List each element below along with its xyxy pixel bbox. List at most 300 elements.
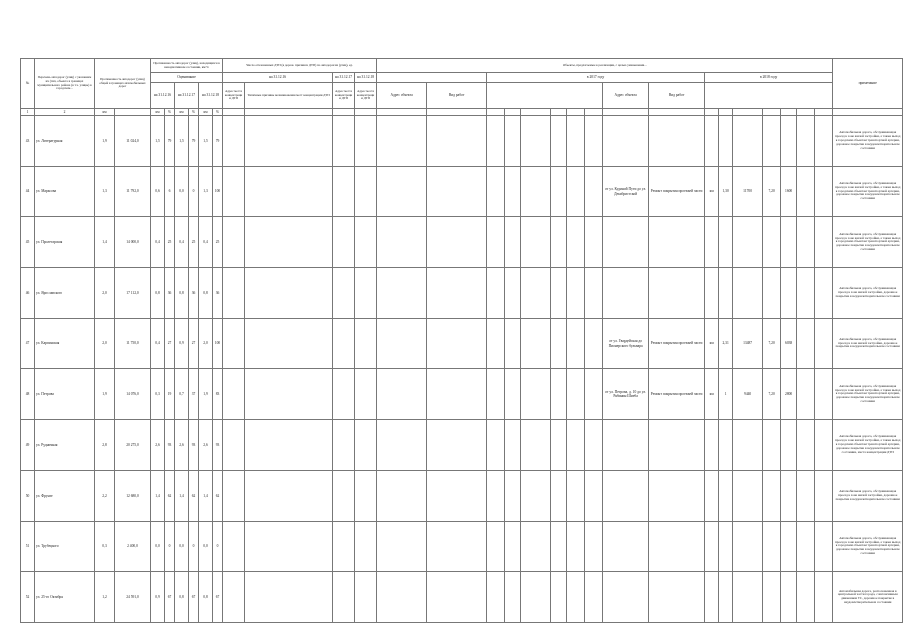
obj-2018-unit: км [705, 166, 719, 217]
bad-pct-2018: 67 [213, 572, 223, 623]
bad-pct-2017: 67 [189, 572, 199, 623]
road-area: 17 112,0 [115, 268, 151, 319]
bad-km-2017: 2,6 [175, 420, 189, 471]
obj-2018-address [603, 470, 649, 521]
obj-2018-extra-2 [815, 116, 833, 167]
obj-2017-works [427, 318, 487, 369]
obj-2018-length [719, 116, 733, 167]
obj-2018-unit [705, 521, 719, 572]
col-header-dtp-date-3: на 31.12.18 [355, 73, 377, 83]
obj-2017-len [505, 470, 521, 521]
obj-2018-extra-1 [797, 116, 815, 167]
index-cell: % [165, 109, 175, 116]
bad-pct-2018: 83 [213, 369, 223, 420]
bad-pct-2017: 79 [189, 116, 199, 167]
obj-2018-extra-1 [797, 420, 815, 471]
bad-pct-2017: 37 [189, 369, 199, 420]
dtp-reasons [245, 166, 333, 217]
obj-2018-address: от ул. Гвардейская до Пионерского бульвара [603, 318, 649, 369]
road-area: 11 024,0 [115, 116, 151, 167]
index-cell: 1 [21, 109, 35, 116]
road-name: ул. Марксова [35, 166, 95, 217]
obj-2017-len [505, 521, 521, 572]
obj-2018-extra-2 [815, 166, 833, 217]
dtp-conc-addr-2 [333, 318, 355, 369]
obj-2018-cost: 7,20 [763, 166, 781, 217]
index-cell [487, 109, 505, 116]
table-row [21, 318, 903, 369]
road-length: 2,8 [95, 420, 115, 471]
obj-2018-area [733, 572, 763, 623]
road-length: 1,4 [95, 217, 115, 268]
obj-2017-address [377, 166, 427, 217]
road-length: 1,3 [95, 166, 115, 217]
index-cell [763, 109, 781, 116]
dtp-conc-addr [223, 116, 245, 167]
obj-2018-length [719, 268, 733, 319]
obj-2018-unit: км [705, 369, 719, 420]
index-cell: км [199, 109, 213, 116]
dtp-reasons [245, 572, 333, 623]
bad-km-2018: 0,8 [199, 268, 213, 319]
obj-2017-area [521, 268, 551, 319]
obj-2018-address [603, 268, 649, 319]
road-name: ул. Фрунзе [35, 470, 95, 521]
bad-km-2018: 0,4 [199, 217, 213, 268]
obj-2018-sum: 1600 [781, 166, 797, 217]
row-number: 44 [21, 166, 35, 217]
road-name: ул. 25-го Октября [35, 572, 95, 623]
dtp-reasons [245, 318, 333, 369]
col-header-length: Протяженность автодорог (улиц) общей в границах автомобильных дорог [95, 59, 151, 109]
obj-2018-works: Ремонт покрытия проезжей части [649, 166, 705, 217]
bad-pct-2016: 25 [165, 217, 175, 268]
obj-2017-len [505, 166, 521, 217]
bad-km-2018: 1,3 [199, 166, 213, 217]
row-note: Автомобильная дорога, обслуживающая проезд к зоне жилой застройки, а также выход к городским объектам транспортной артерии, дорожное покрытие в неудовлетворительном состоянии, места концентрации ДТП [833, 420, 903, 471]
obj-2018-length: 1 [719, 369, 733, 420]
obj-2017-len [505, 268, 521, 319]
obj-2018-length: 1,30 [719, 166, 733, 217]
dtp-conc-addr [223, 268, 245, 319]
dtp-conc-addr-3 [355, 217, 377, 268]
obj-2017-area [521, 217, 551, 268]
obj-2018-address [603, 116, 649, 167]
obj-2018-extra-2 [815, 470, 833, 521]
obj-2017-works [427, 420, 487, 471]
dtp-conc-addr-2 [333, 166, 355, 217]
road-name: ул. Литературная [35, 116, 95, 167]
dtp-conc-addr [223, 318, 245, 369]
row-number: 43 [21, 116, 35, 167]
obj-2017-len [505, 572, 521, 623]
obj-2018-works [649, 521, 705, 572]
col-header-conc-addr-2: Адрес места концентрации ДТП [333, 83, 355, 109]
dtp-reasons [245, 470, 333, 521]
bad-km-2017: 0,9 [175, 318, 189, 369]
bad-pct-2016: 62 [165, 470, 175, 521]
obj-2017-cost [551, 318, 567, 369]
index-cell [603, 109, 649, 116]
bad-km-2017: 0,0 [175, 166, 189, 217]
obj-2017-len [505, 369, 521, 420]
col-header-date-3: на 31.12.18 [199, 83, 223, 109]
obj-2017-address [377, 572, 427, 623]
obj-2018-cost [763, 470, 781, 521]
bad-km-2016: 0,0 [151, 521, 165, 572]
obj-2018-works: Ремонт покрытия проезжей части [649, 318, 705, 369]
road-length: 2,2 [95, 470, 115, 521]
row-note: Автомобильная дорога, обслуживающая проезд к зоне жилой застройки, а также выход к городским объектам транспортной артерии, дорожное покрытие в неудовлетворительном состоянии [833, 521, 903, 572]
bad-pct-2016: 36 [165, 268, 175, 319]
row-note: Автомобильная дорога, обслуживающая проезд к зоне жилой застройки, а также выход к городским объектам транспортной артерии, дорожное покрытие в неудовлетворительном состоянии [833, 369, 903, 420]
bad-pct-2016: 27 [165, 318, 175, 369]
obj-2017-extra [585, 572, 603, 623]
obj-2018-works [649, 217, 705, 268]
road-length: 2,0 [95, 318, 115, 369]
bad-pct-2017: 27 [189, 318, 199, 369]
obj-2018-unit [705, 470, 719, 521]
dtp-conc-addr-2 [333, 369, 355, 420]
table-row [21, 116, 903, 167]
obj-2018-works [649, 572, 705, 623]
obj-2018-sum [781, 521, 797, 572]
index-cell [427, 109, 487, 116]
bad-km-2018: 0,0 [199, 521, 213, 572]
road-condition-table [20, 58, 903, 623]
col-header-no: № [21, 59, 35, 109]
bad-km-2016: 0,6 [151, 166, 165, 217]
bad-km-2016: 0,3 [151, 369, 165, 420]
obj-2018-extra-2 [815, 217, 833, 268]
col-header-date-1: на 31.12.16 [151, 83, 175, 109]
col-header-note: примечание [833, 59, 903, 109]
dtp-conc-addr-3 [355, 318, 377, 369]
dtp-conc-addr-3 [355, 268, 377, 319]
index-cell: 2 [35, 109, 95, 116]
obj-2018-works [649, 470, 705, 521]
bad-km-2018: 1,9 [199, 369, 213, 420]
table-row [21, 369, 903, 420]
obj-2017-area [521, 521, 551, 572]
obj-2017-area [521, 572, 551, 623]
dtp-conc-addr [223, 369, 245, 420]
bad-km-2017: 1,4 [175, 470, 189, 521]
obj-2018-unit [705, 268, 719, 319]
bad-pct-2016: 79 [165, 116, 175, 167]
bad-pct-2017: 25 [189, 217, 199, 268]
obj-2017-year [567, 166, 585, 217]
road-area: 11 750,0 [115, 318, 151, 369]
index-cell [377, 109, 427, 116]
obj-2017-works [427, 521, 487, 572]
obj-2018-unit [705, 116, 719, 167]
obj-2017-extra [585, 369, 603, 420]
dtp-reasons [245, 420, 333, 471]
index-cell [333, 109, 355, 116]
road-area: 12 680,0 [115, 470, 151, 521]
index-cell [719, 109, 733, 116]
obj-2017-extra [585, 116, 603, 167]
index-cell [705, 109, 719, 116]
index-cell [551, 109, 567, 116]
road-area: 14 076,0 [115, 369, 151, 420]
road-area: 14 000,0 [115, 217, 151, 268]
bad-pct-2016: 67 [165, 572, 175, 623]
obj-2017-year [567, 217, 585, 268]
index-cell: км [151, 109, 165, 116]
col-header-date-2: на 31.12.17 [175, 83, 199, 109]
dtp-conc-addr [223, 166, 245, 217]
row-note: Автомобильная дорога, расположенная в центральной части города, с интенсивным движением ТС, дорожное покрытие в неудовлетворительном состоянии [833, 572, 903, 623]
road-name: ул. Трубецкого [35, 521, 95, 572]
bad-pct-2017: 0 [189, 166, 199, 217]
bad-km-2018: 0,8 [199, 572, 213, 623]
dtp-reasons [245, 116, 333, 167]
obj-2018-extra-2 [815, 318, 833, 369]
bad-km-2016: 0,4 [151, 318, 165, 369]
obj-2018-area [733, 420, 763, 471]
dtp-reasons [245, 521, 333, 572]
dtp-conc-addr-2 [333, 268, 355, 319]
obj-2018-extra-1 [797, 572, 815, 623]
road-length: 1,9 [95, 369, 115, 420]
obj-2018-length [719, 217, 733, 268]
obj-2018-sum [781, 116, 797, 167]
bad-km-2017: 1,5 [175, 116, 189, 167]
obj-2018-area [733, 268, 763, 319]
obj-2017-address [377, 369, 427, 420]
obj-2017-year [567, 369, 585, 420]
obj-2017-cost [551, 470, 567, 521]
row-number: 49 [21, 420, 35, 471]
row-note: Автомобильная дорога, обслуживающая проезд к зоне жилой застройки, а также выход к городским объектам транспортной артерии, дорожное покрытие в неудовлетворительном состоянии [833, 217, 903, 268]
obj-2018-cost: 7,20 [763, 369, 781, 420]
col-header-year-2017: в 2017 году [487, 73, 705, 83]
index-cell: км [95, 109, 115, 116]
obj-2018-cost [763, 116, 781, 167]
dtp-conc-addr-3 [355, 166, 377, 217]
bad-km-2017: 0,8 [175, 268, 189, 319]
obj-2017-works [427, 217, 487, 268]
obj-2018-area: 13487 [733, 318, 763, 369]
obj-2018-works [649, 420, 705, 471]
bad-km-2017: 0,0 [175, 521, 189, 572]
dtp-conc-addr-2 [333, 470, 355, 521]
dtp-conc-addr-2 [333, 420, 355, 471]
bad-km-2017: 0,4 [175, 217, 189, 268]
dtp-conc-addr-2 [333, 572, 355, 623]
index-cell [585, 109, 603, 116]
obj-2018-extra-1 [797, 268, 815, 319]
road-name: ул. Пролетарская [35, 217, 95, 268]
obj-2018-sum [781, 420, 797, 471]
obj-2017-extra [585, 318, 603, 369]
obj-2017-cost [551, 420, 567, 471]
road-length: 1,9 [95, 116, 115, 167]
obj-2017-year [567, 116, 585, 167]
obj-2018-sum: 2800 [781, 369, 797, 420]
bad-km-2016: 1,5 [151, 116, 165, 167]
obj-2018-works: Ремонт покрытия проезжей части [649, 369, 705, 420]
obj-2017-area [521, 116, 551, 167]
obj-2018-area [733, 116, 763, 167]
bad-km-2017: 0,7 [175, 369, 189, 420]
obj-2017-len [505, 116, 521, 167]
road-length: 0,3 [95, 521, 115, 572]
index-cell [355, 109, 377, 116]
bad-km-2016: 0,4 [151, 217, 165, 268]
obj-2017-works [427, 369, 487, 420]
row-note: Автомобильная дорога, обслуживающая проезд к зоне жилой застройки, дорожное покрытие в неудовлетворительном состоянии [833, 268, 903, 319]
dtp-conc-addr [223, 420, 245, 471]
obj-2018-extra-2 [815, 420, 833, 471]
obj-2017-address [377, 420, 427, 471]
obj-2018-area [733, 521, 763, 572]
obj-2018-cost [763, 268, 781, 319]
obj-2018-cost [763, 217, 781, 268]
dtp-conc-addr [223, 521, 245, 572]
dtp-reasons [245, 217, 333, 268]
obj-2017-qty [487, 217, 505, 268]
bad-km-2016: 1,4 [151, 470, 165, 521]
road-area: 11 792,0 [115, 166, 151, 217]
road-area: 2 400,0 [115, 521, 151, 572]
index-cell [223, 109, 245, 116]
col-header-dtp-date-1: на 31.12.16 [223, 73, 333, 83]
obj-2018-area: 11700 [733, 166, 763, 217]
col-header-works: Вид работ [427, 83, 487, 109]
obj-2017-address [377, 217, 427, 268]
col-header-dtp-date-2: на 31.12.17 [333, 73, 355, 83]
obj-2017-cost [551, 116, 567, 167]
obj-2017-address [377, 318, 427, 369]
dtp-conc-addr-3 [355, 521, 377, 572]
obj-2018-length [719, 572, 733, 623]
dtp-conc-addr-3 [355, 420, 377, 471]
obj-2017-year [567, 470, 585, 521]
obj-2017-year [567, 268, 585, 319]
bad-pct-2018: 100 [213, 318, 223, 369]
bad-km-2016: 0,9 [151, 572, 165, 623]
obj-2017-qty [487, 420, 505, 471]
obj-2018-sum [781, 572, 797, 623]
index-cell [505, 109, 521, 116]
obj-2018-extra-1 [797, 369, 815, 420]
road-length: 1,2 [95, 572, 115, 623]
obj-2017-works [427, 470, 487, 521]
index-cell [521, 109, 551, 116]
row-number: 45 [21, 217, 35, 268]
obj-2017-extra [585, 268, 603, 319]
dtp-conc-addr-3 [355, 470, 377, 521]
table-row [21, 521, 903, 572]
row-note: Автомобильная дорога, обслуживающая проезд к зоне жилой застройки, дорожное покрытие в неудовлетворительном состоянии [833, 318, 903, 369]
obj-2017-works [427, 268, 487, 319]
index-cell [833, 109, 903, 116]
dtp-conc-addr-2 [333, 217, 355, 268]
obj-2018-sum [781, 217, 797, 268]
obj-2017-len [505, 420, 521, 471]
bad-pct-2016: 19 [165, 369, 175, 420]
obj-2018-length [719, 521, 733, 572]
obj-2017-year [567, 318, 585, 369]
road-area: 24 591,0 [115, 572, 151, 623]
col-header-condition: Протяженность автодорог (улиц), находящихся в ненормативном состоянии, км/% [151, 59, 223, 73]
bad-km-2017: 0,8 [175, 572, 189, 623]
obj-2017-qty [487, 470, 505, 521]
bad-km-2018: 2,6 [199, 420, 213, 471]
road-name: ул. Петрова [35, 369, 95, 420]
table-row [21, 217, 903, 268]
bad-pct-2017: 0 [189, 521, 199, 572]
bad-pct-2017: 93 [189, 420, 199, 471]
obj-2018-works [649, 268, 705, 319]
bad-km-2016: 0,8 [151, 268, 165, 319]
obj-2018-length [719, 420, 733, 471]
obj-2017-works [427, 116, 487, 167]
obj-2018-length: 2,31 [719, 318, 733, 369]
bad-pct-2018: 79 [213, 116, 223, 167]
row-number: 52 [21, 572, 35, 623]
obj-2017-year [567, 572, 585, 623]
dtp-reasons [245, 268, 333, 319]
obj-2018-sum [781, 470, 797, 521]
obj-2017-address [377, 470, 427, 521]
row-number: 46 [21, 268, 35, 319]
index-cell [815, 109, 833, 116]
dtp-conc-addr [223, 470, 245, 521]
dtp-conc-addr-3 [355, 116, 377, 167]
obj-2017-cost [551, 369, 567, 420]
road-area: 20 275,0 [115, 420, 151, 471]
row-number: 48 [21, 369, 35, 420]
row-number: 50 [21, 470, 35, 521]
row-number: 47 [21, 318, 35, 369]
obj-2017-qty [487, 572, 505, 623]
obj-2018-address [603, 217, 649, 268]
col-header-condition-sub: Оценивание [151, 73, 223, 83]
bad-km-2016: 2,6 [151, 420, 165, 471]
col-header-2018-params [705, 83, 833, 109]
obj-2018-address: от ул. Петрова, д. 10 до ул. Рябинин Шиеба [603, 369, 649, 420]
obj-2017-address [377, 268, 427, 319]
bad-pct-2017: 36 [189, 268, 199, 319]
table-body [21, 116, 903, 623]
road-name: ул. Рудничная [35, 420, 95, 471]
obj-2017-len [505, 318, 521, 369]
obj-2018-extra-1 [797, 470, 815, 521]
index-cell [733, 109, 763, 116]
obj-2017-year [567, 521, 585, 572]
obj-2017-cost [551, 166, 567, 217]
obj-2018-address: от ул. Кудиной Пути до ул. Декабристской [603, 166, 649, 217]
obj-2018-sum [781, 268, 797, 319]
obj-2018-length [719, 470, 733, 521]
obj-2017-address [377, 116, 427, 167]
row-note: Автомобильная дорога, обслуживающая проезд к зоне жилой застройки, а также выход к городским объектам транспортной артерии, дорожное покрытие в неудовлетворительном состоянии [833, 116, 903, 167]
obj-2017-qty [487, 369, 505, 420]
bad-pct-2018: 36 [213, 268, 223, 319]
index-cell [567, 109, 585, 116]
obj-2018-extra-2 [815, 369, 833, 420]
col-header-works-2: Вид работ [649, 83, 705, 109]
index-cell [649, 109, 705, 116]
table-row [21, 572, 903, 623]
road-length: 2,0 [95, 268, 115, 319]
obj-2017-area [521, 166, 551, 217]
obj-2018-extra-2 [815, 572, 833, 623]
